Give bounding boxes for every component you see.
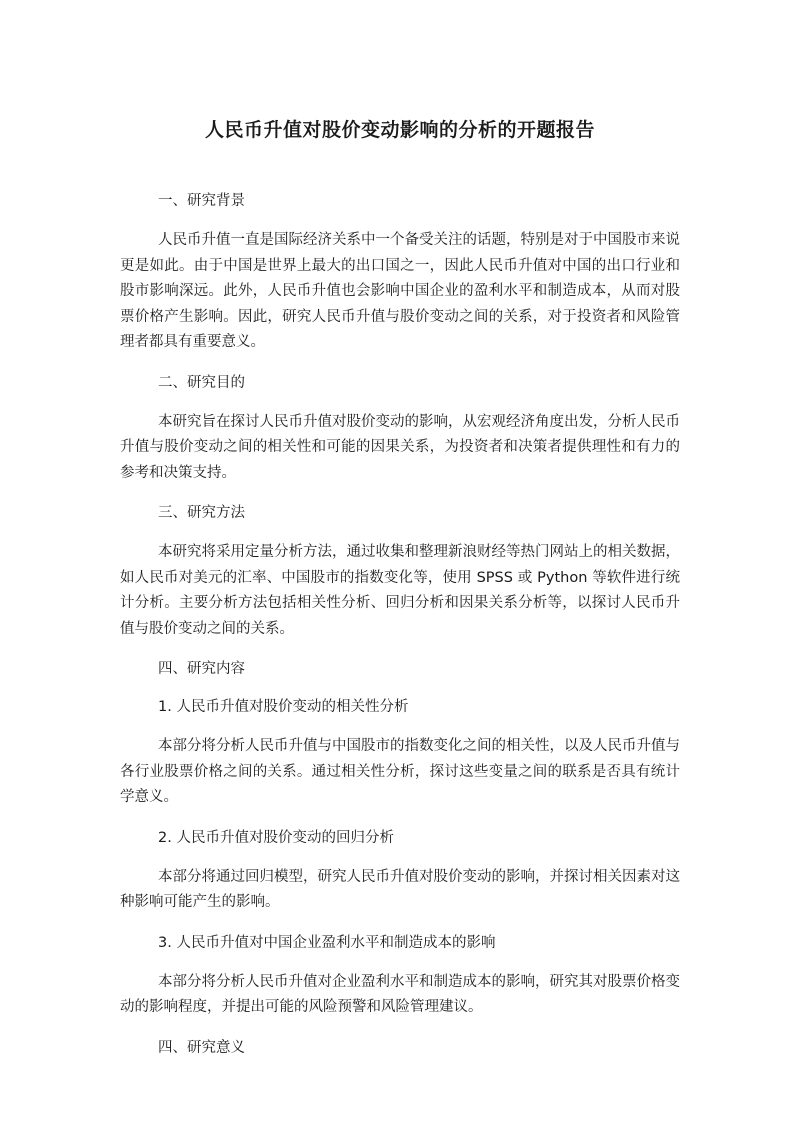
document-title: 人民币升值对股价变动影响的分析的开题报告 [204,119,595,141]
paragraph-background: 人民币升值一直是国际经济关系中一个备受关注的话题，特别是对于中国股市来说更是如此。由于中国是世界上最大的出口国之一，因此人民币升值对中国的出口行业和股市影响深远。此外，人民币升值也会影响中国企业的盈利水平和制造成本，从而对股票价格产生影响。因此，研究人民币升值与股价变动之间的关系，对于投资者和风险管理者都具有重要意义。 [120,232,680,350]
paragraph-method: 本研究将采用定量分析方法，通过收集和整理新浪财经等热门网站上的相关数据，如人民币对美元的汇率、中国股市的指数变化等，使用 SPSS 或 Python 等软件进行统计分析。主要分析方法包括相关性分析、回归分析和因果关系分析等，以探讨人民币升值与股价变动之间的关系。 [120,544,680,637]
paragraph-regression: 本部分将通过回归模型，研究人民币升值对股价变动的影响，并探讨相关因素对这种影响可能产生的影响。 [120,868,680,910]
subsection-heading-correlation: 1. 人民币升值对股价变动的相关性分析 [158,699,409,715]
section-heading-significance: 四、研究意义 [158,1039,245,1056]
subsection-heading-regression: 2. 人民币升值对股价变动的回归分析 [158,829,394,846]
section-heading-background: 一、研究背景 [158,193,245,209]
paragraph-profit: 本部分将分析人民币升值对企业盈利水平和制造成本的影响，研究其对股票价格变动的影响程度，并提出可能的风险预警和风险管理建议。 [120,973,680,1015]
section-heading-content: 四、研究内容 [158,661,245,677]
section-heading-purpose: 二、研究目的 [158,374,245,391]
paragraph-correlation: 本部分将分析人民币升值与中国股市的指数变化之间的相关性，以及人民币升值与各行业股票价格之间的关系。通过相关性分析，探讨这些变量之间的联系是否具有统计学意义。 [120,738,680,805]
paragraph-purpose: 本研究旨在探讨人民币升值对股价变动的影响，从宏观经济角度出发，分析人民币升值与股价变动之间的相关性和可能的因果关系，为投资者和决策者提供理性和有力的参考和决策支持。 [120,413,680,481]
section-heading-method: 三、研究方法 [158,505,245,521]
subsection-heading-profit: 3. 人民币升值对中国企业盈利水平和制造成本的影响 [158,934,496,951]
